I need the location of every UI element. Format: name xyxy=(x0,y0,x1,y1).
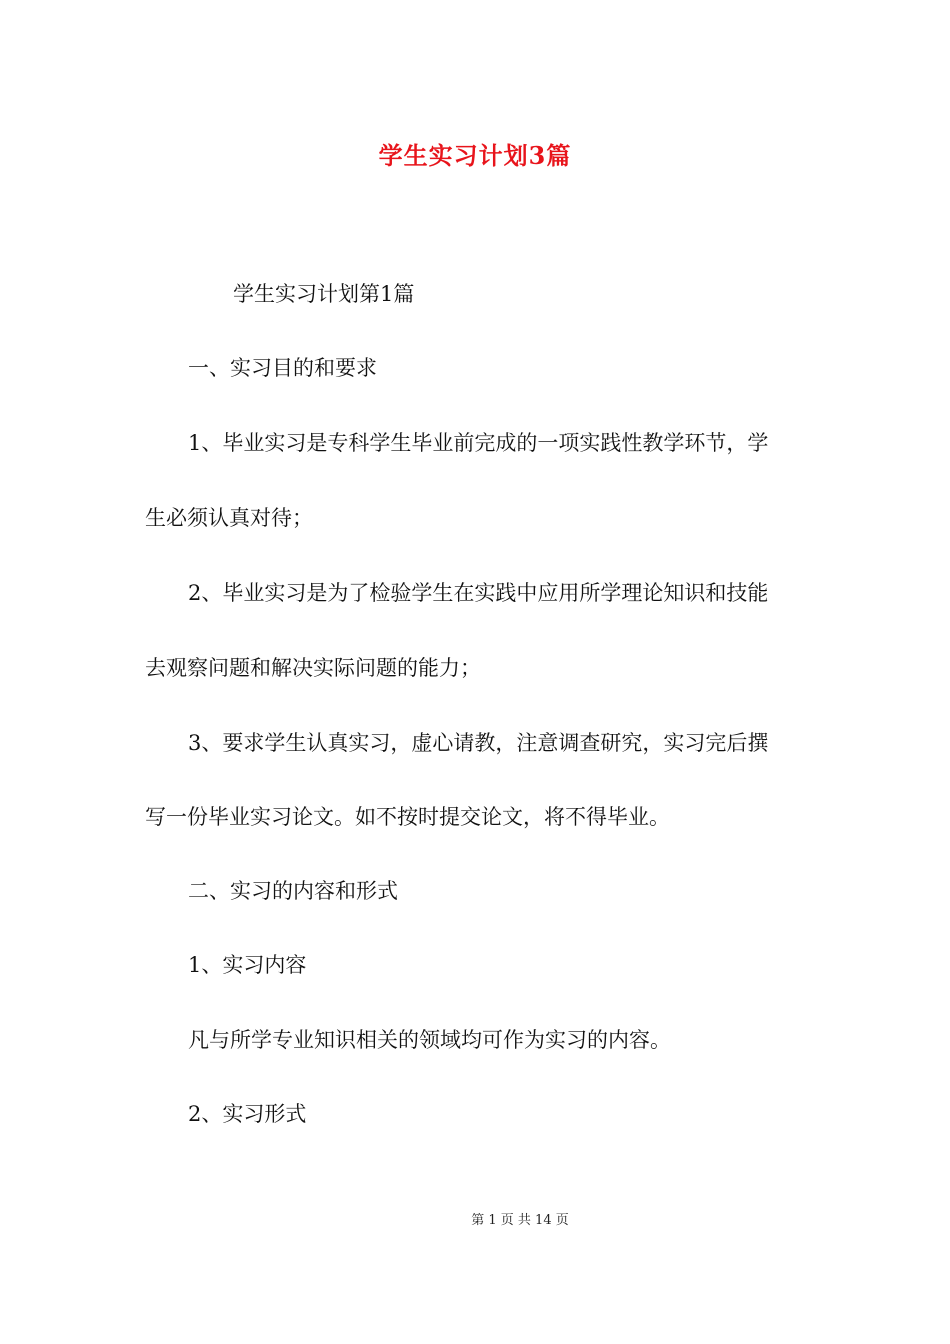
section-heading-part-1: 学生实习计划第1篇 xyxy=(233,282,415,306)
page-footer: 第 1 页 共 14 页 xyxy=(471,1213,569,1228)
section-heading-purpose: 一、实习目的和要求 xyxy=(188,356,377,380)
paragraph-line: 1、毕业实习是专科学生毕业前完成的一项实践性教学环节，学 xyxy=(188,431,769,455)
subheading-content: 1、实习内容 xyxy=(188,953,307,977)
subheading-form: 2、实习形式 xyxy=(188,1102,307,1126)
paragraph-line: 凡与所学专业知识相关的领域均可作为实习的内容。 xyxy=(188,1028,671,1052)
section-heading-content: 二、实习的内容和形式 xyxy=(188,879,398,903)
paragraph-line: 3、要求学生认真实习，虚心请教，注意调查研究，实习完后撰 xyxy=(188,731,769,755)
paragraph-line: 生必须认真对待； xyxy=(145,506,313,530)
paragraph-line: 去观察问题和解决实际问题的能力； xyxy=(145,656,481,680)
paragraph-line: 2、毕业实习是为了检验学生在实践中应用所学理论知识和技能 xyxy=(188,581,769,605)
document-title: 学生实习计划3篇 xyxy=(378,141,572,170)
paragraph-line: 写一份毕业实习论文。如不按时提交论文，将不得毕业。 xyxy=(145,805,670,829)
